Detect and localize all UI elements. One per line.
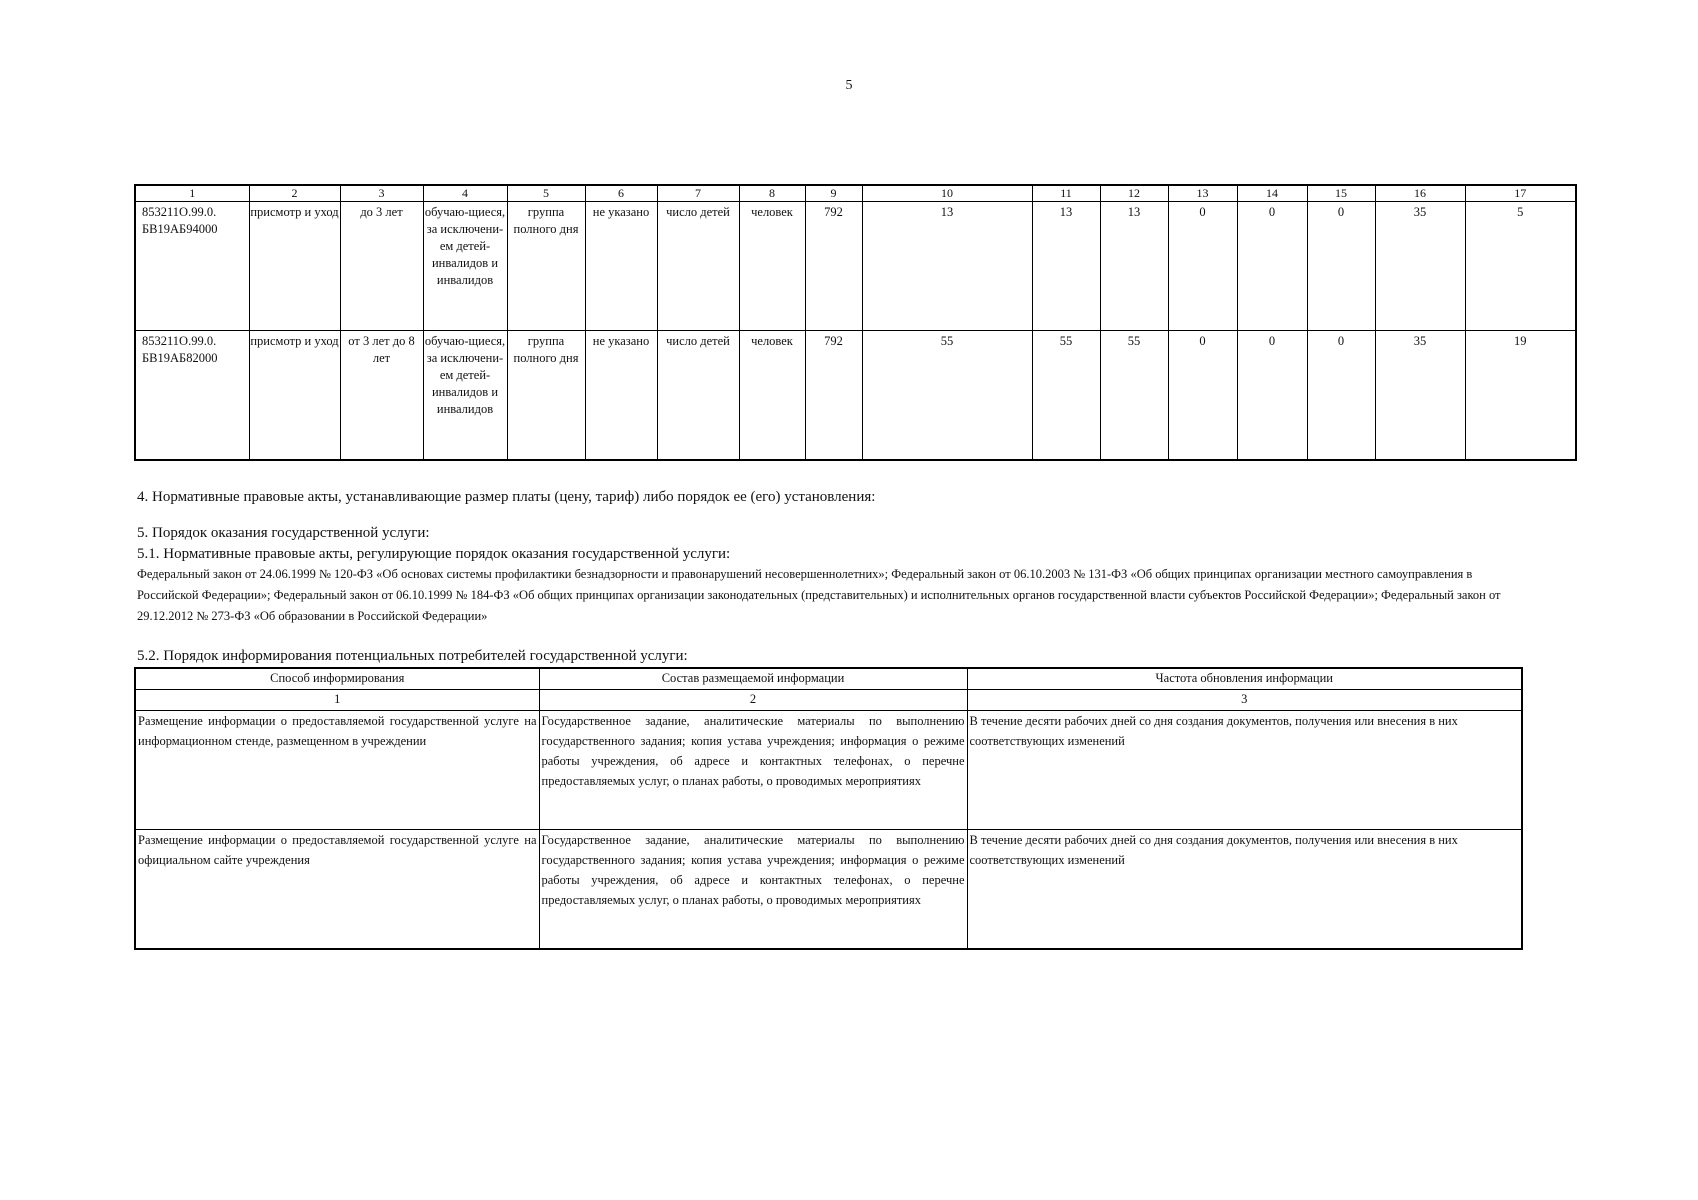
- method-cell: Размещение информации о предоставляемой государственной услуге на информационном стенде, размещенном в учреждении: [135, 711, 539, 830]
- table-header-row: [135, 185, 1576, 202]
- indicators-table: [134, 184, 1577, 461]
- table-row: [135, 711, 1522, 830]
- registry-code-line: БВ19АБ82000: [142, 351, 218, 365]
- value-cell: 19: [1465, 331, 1576, 461]
- column-number: 8: [739, 185, 805, 202]
- column-header: Состав размещаемой информации: [539, 668, 967, 690]
- age-cell: до 3 лет: [340, 202, 423, 331]
- section-5-2-heading: 5.2. Порядок информирования потенциальных потребителей государственной услуги:: [137, 648, 688, 664]
- group-cell: группа полного дня: [507, 331, 585, 461]
- column-number: 6: [585, 185, 657, 202]
- section-5-heading: 5. Порядок оказания государственной услуги:: [137, 525, 430, 541]
- column-number: 2: [249, 185, 340, 202]
- content-cell: Государственное задание, аналитические материалы по выполнению государственного задания; копия устава учреждения; информация о режиме работы учреждения, об адресе и контактных телефонах, о перечне предоставляемых услуг, о планах работы, о проводимых мероприятиях: [539, 830, 967, 950]
- value-cell: 35: [1375, 202, 1465, 331]
- value-cell: 55: [1032, 331, 1100, 461]
- column-number: 5: [507, 185, 585, 202]
- age-cell: от 3 лет до 8 лет: [340, 331, 423, 461]
- value-cell: 13: [1100, 202, 1168, 331]
- column-number: 1: [135, 690, 539, 711]
- unit-cell: человек: [739, 202, 805, 331]
- value-cell: 0: [1237, 331, 1307, 461]
- indicator-cell: число детей: [657, 331, 739, 461]
- column-number: 9: [805, 185, 862, 202]
- service-cell: присмотр и уход: [249, 331, 340, 461]
- value-cell: 13: [1032, 202, 1100, 331]
- column-header: Способ информирования: [135, 668, 539, 690]
- column-number: 4: [423, 185, 507, 202]
- column-number: 1: [135, 185, 249, 202]
- value-cell: 0: [1237, 202, 1307, 331]
- information-table: [134, 667, 1523, 950]
- value-cell: 0: [1168, 202, 1237, 331]
- category-cell: обучаю-щиеся, за исключени-ем детей-инвалидов и инвалидов: [423, 202, 507, 331]
- column-number: 15: [1307, 185, 1375, 202]
- table-number-row: [135, 690, 1522, 711]
- column-number: 3: [967, 690, 1522, 711]
- frequency-cell: В течение десяти рабочих дней со дня создания документов, получения или внесения в них соответствующих изменений: [967, 830, 1522, 950]
- okei-cell: 792: [805, 202, 862, 331]
- not-specified-cell: не указано: [585, 331, 657, 461]
- value-cell: 13: [862, 202, 1032, 331]
- column-header: Частота обновления информации: [967, 668, 1522, 690]
- table-row: [135, 331, 1576, 461]
- column-number: 14: [1237, 185, 1307, 202]
- registry-code-cell: [135, 331, 249, 461]
- value-cell: 5: [1465, 202, 1576, 331]
- category-cell: обучаю-щиеся, за исключени-ем детей-инвалидов и инвалидов: [423, 331, 507, 461]
- service-cell: присмотр и уход: [249, 202, 340, 331]
- registry-code-cell: [135, 202, 249, 331]
- column-number: 11: [1032, 185, 1100, 202]
- column-number: 7: [657, 185, 739, 202]
- table-row: [135, 202, 1576, 331]
- page-number: 5: [845, 78, 853, 93]
- value-cell: 55: [1100, 331, 1168, 461]
- column-number: 12: [1100, 185, 1168, 202]
- column-number: 10: [862, 185, 1032, 202]
- registry-code-line: БВ19АБ94000: [142, 222, 218, 236]
- okei-cell: 792: [805, 331, 862, 461]
- registry-code-line: 853211О.99.0.: [142, 205, 217, 219]
- group-cell: группа полного дня: [507, 202, 585, 331]
- method-cell: Размещение информации о предоставляемой государственной услуге на официальном сайте учреждения: [135, 830, 539, 950]
- value-cell: 0: [1168, 331, 1237, 461]
- column-number: 13: [1168, 185, 1237, 202]
- column-number: 17: [1465, 185, 1576, 202]
- column-number: 16: [1375, 185, 1465, 202]
- table-row: [135, 830, 1522, 950]
- frequency-cell: В течение десяти рабочих дней со дня создания документов, получения или внесения в них соответствующих изменений: [967, 711, 1522, 830]
- column-number: 3: [340, 185, 423, 202]
- unit-cell: человек: [739, 331, 805, 461]
- not-specified-cell: не указано: [585, 202, 657, 331]
- section-5-1-heading: 5.1. Нормативные правовые акты, регулирующие порядок оказания государственной услуги:: [137, 546, 731, 562]
- value-cell: 55: [862, 331, 1032, 461]
- column-number: 2: [539, 690, 967, 711]
- content-cell: Государственное задание, аналитические материалы по выполнению государственного задания; копия устава учреждения; информация о режиме работы учреждения, об адресе и контактных телефонах, о перечне предоставляемых услуг, о планах работы, о проводимых мероприятиях: [539, 711, 967, 830]
- value-cell: 0: [1307, 202, 1375, 331]
- laws-paragraph: Федеральный закон от 24.06.1999 № 120-ФЗ «Об основах системы профилактики безнадзорности и правонарушений несовершеннолетних»; Федеральный закон от 06.10.2003 № 131-ФЗ «Об общих принципах организации местного самоуправления в Российской Федерации»; Федеральный закон от 06.10.1999 № 184-ФЗ «Об общих принципах организации законодательных (представительных) и исполнительных органов государственной власти субъектов Российской Федерации»; Федеральный закон от 29.12.2012 № 273-ФЗ «Об образовании в Российской Федерации»: [137, 567, 1501, 623]
- table-header-row: [135, 668, 1522, 690]
- registry-code-line: 853211О.99.0.: [142, 334, 217, 348]
- value-cell: 35: [1375, 331, 1465, 461]
- value-cell: 0: [1307, 331, 1375, 461]
- section-4-heading: 4. Нормативные правовые акты, устанавливающие размер платы (цену, тариф) либо порядок ее (его) установления:: [137, 489, 876, 505]
- indicator-cell: число детей: [657, 202, 739, 331]
